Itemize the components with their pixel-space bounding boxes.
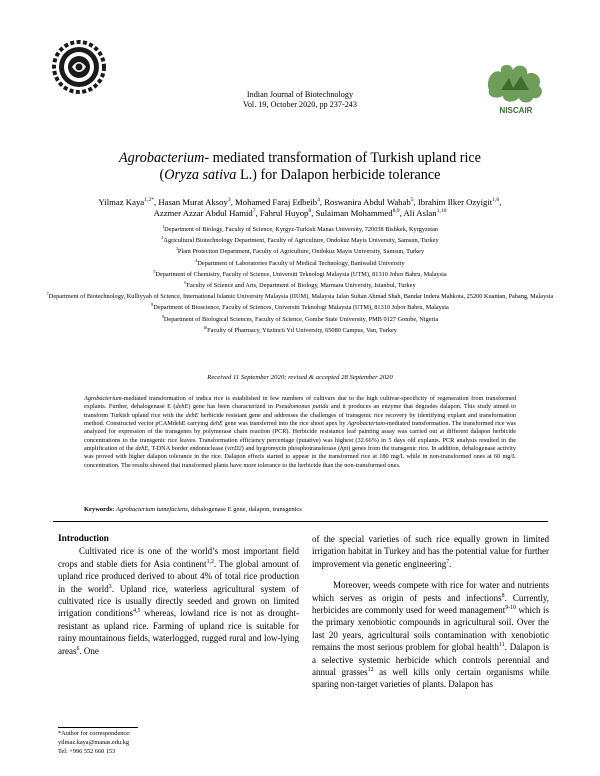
journal-header — [0, 90, 600, 110]
author-name: Ali Aslan — [403, 208, 437, 218]
abstract-text: hpt — [340, 445, 349, 453]
affiliation-text: Department of Laboratories Faculty of Medical Technology, Baniwalid University — [197, 259, 405, 267]
abstract — [84, 395, 516, 470]
affiliation-marker: 8 — [151, 302, 154, 308]
affiliation-marker: 4 — [195, 257, 198, 263]
volume-line: Vol. 19, October 2020, pp 237-243 — [242, 100, 357, 109]
body-text: whereas, lowland rice is not as drought-resistant as upland rice. Farming of upland rice is suitable for rainy mountainous fields, waterlogged, rugged rural and low-lying areas — [58, 608, 299, 656]
affiliation-text: Department of Biotechnology, Kulliyyah of Science, International Islamic University Malaysia (IIUM), Malaysia Jalan Sultan Ahmad Shah, Bandar Indera Mahkota, 25200 Kuantan, Pahang, Malaysia — [48, 293, 554, 301]
body-column-left — [58, 533, 299, 657]
title-rest-2: L.) for Dalapon herbicide tolerance — [236, 167, 441, 183]
author-name: Roswanira Abdul Wahab — [324, 197, 411, 207]
affiliation-marker: 5 — [153, 268, 156, 274]
author-name: Sulaiman Mohammed — [315, 208, 393, 218]
keywords-rest: , dehalogenase E gene, dalapon, transgenics — [187, 506, 302, 513]
author-affiliation-marker: 1,6 — [492, 197, 500, 204]
citation: 12 — [367, 667, 374, 674]
intro-paragraph-continued — [312, 533, 549, 570]
niscair-logo-text: NISCAIR — [499, 106, 533, 115]
affiliation-text: Faculty of Science and Arts, Department of Biology, Marmara University, Istanbul, Turkey — [186, 282, 416, 290]
keywords-italic: Agrobacterium tumefaciens — [115, 506, 188, 513]
citation: 7 — [446, 558, 450, 565]
citation: 3 — [108, 583, 112, 590]
author-affiliation-marker: 1,10 — [436, 208, 447, 215]
body-text: Moreover, weeds compete with rice for water and nutrients which serves as origin of pests and infections — [312, 580, 549, 603]
affiliation-marker: 7 — [46, 291, 49, 297]
author-name: Fahrul Huyop — [259, 208, 309, 218]
citation: 6 — [76, 645, 80, 652]
csir-logo — [52, 40, 106, 94]
author-name: Hasan Murat Aksoy — [158, 197, 228, 207]
abstract-text: , T-DNA border endonuclease ( — [148, 445, 228, 453]
author-name: Ibrahim Ilker Ozyigit — [417, 197, 493, 207]
author-affiliation-marker: 5 — [410, 197, 414, 204]
author-affiliation-marker: 3 — [227, 197, 231, 204]
body-text: . — [449, 558, 452, 569]
abstract-text: gene was transferred into the rice shoot apex by — [222, 420, 348, 428]
abstract-text: and it produces an enzyme that degrades dalapon. This study aimed to transform Turkish upland rice with the — [84, 403, 516, 419]
citation: 1,2 — [206, 558, 214, 565]
author-affiliation-marker: 7 — [252, 208, 256, 215]
author-affiliation-marker: 8,9 — [392, 208, 400, 215]
affiliation-item — [38, 269, 562, 280]
abstract-text: virD2 — [227, 445, 242, 453]
affiliation-marker: 10 — [203, 324, 208, 330]
body-text: . Currently, herbicides are commonly used for weed management — [312, 592, 549, 616]
keywords — [84, 506, 516, 513]
title-italic-2: Oryza sativa — [164, 167, 237, 183]
author-affiliation-marker: 8 — [308, 208, 312, 215]
author-affiliation-marker: 1,2* — [144, 197, 155, 204]
footnote-phone: Tel: +996 552 660 153 — [58, 748, 116, 755]
abstract-text: Pseudomonas putida — [275, 403, 329, 411]
body-text: as well kills only certain organisms while sparing non-target varieties of plants. Dalapon has — [312, 667, 549, 690]
affiliation-item — [38, 224, 562, 235]
abstract-text: Agrobacterium — [347, 420, 385, 428]
affiliation-item — [38, 291, 562, 302]
affiliation-list — [38, 224, 562, 336]
affiliation-item — [38, 280, 562, 291]
intro-paragraph-1 — [58, 545, 299, 657]
affiliation-marker: 2 — [161, 235, 164, 241]
author-name: Azzmer Azzar Abdul Hamid — [153, 208, 253, 218]
affiliation-text: Plant Protection Department, Faculty of Agriculture, Ondokuz Mayis University, Samsun, Turkey — [177, 248, 425, 256]
affiliation-marker: 1 — [162, 223, 165, 229]
affiliation-text: Department of Chemistry, Faculty of Science, Universiti Teknologi Malaysia (UTM), 81310 Johor Bahru, Malaysia — [155, 270, 447, 278]
body-text: . Dalapon is a selective systemic herbicide which controls perennial and annual grasses — [312, 642, 549, 678]
abstract-text: -mediated transformation of indica rice is established in few numbers of cultivars due to the high cultivar-specificity of regeneration from transformed explants. Further, dehalogenase E ( — [84, 395, 516, 411]
correspondence-footnote — [58, 729, 131, 756]
footnote-email[interactable]: yilmaz.kaya@manas.edu.kg — [58, 739, 130, 746]
body-text: Cultivated rice is one of the world’s most important field crops and stable diets for Asia continent — [58, 546, 299, 569]
citation: 11 — [499, 642, 505, 649]
citation: 8 — [501, 592, 505, 599]
keywords-label: Keywords: — [84, 506, 115, 513]
affiliation-marker: 9 — [161, 313, 164, 319]
section-divider — [53, 521, 548, 522]
abstract-text: ) and hygromycin phosphotransferase ( — [241, 445, 341, 453]
body-text: of the special varieties of such rice equally grown in limited irrigation habitat in Turkey and has the potential value for further improvement via genetic engineering — [312, 534, 549, 569]
journal-name: Indian Journal of Biotechnology — [246, 90, 354, 99]
abstract-text: Agrobacterium — [84, 395, 122, 402]
footnote-divider — [58, 727, 138, 728]
received-date: Received 11 September 2020; revised & accepted 28 September 2020 — [207, 374, 393, 381]
author-list — [40, 197, 560, 219]
body-text: . Upland rice, waterless agricultural system of cultivated rice is usually directly seeded and grown on limited irrigation conditions — [58, 583, 299, 619]
affiliation-item — [38, 258, 562, 269]
body-text: which is the primary xenobiotic compounds in agricultural soil. Over the last 20 years, agricultural soils contamination with xenobiotic remains the most serious problem for global health — [312, 605, 549, 653]
affiliation-item — [38, 235, 562, 246]
author-line-2: Azzmer Azzar Abdul Hamid$^7$, Fahrul Huyop$^8$, Sulaiman Mohammed$^{8,9}$, Ali Aslan$^{1,10}$ — [153, 208, 447, 218]
abstract-text: ) genes from the transgenic rice. In addition, dehalogenase activity was proved with higher dalapon tolerance in the rice. Dalapon effects started to appear in the transformed rice at 180 mg/L while in non-transformed ones at 60 mg/L concentration. The results showed that transformed plants have more tolerance to the herbicide than the non-transformed ones. — [84, 445, 517, 469]
title-rest-1: - mediated transformation of Turkish upland rice — [204, 150, 481, 166]
affiliation-text: Department of Biological Sciences, Faculty of Science, Gombe State University, PMB 0127 Gombe, Nigeria — [163, 315, 439, 323]
body-text: . The global amount of upland rice produced derived to about 4% of total rice production in the world — [58, 558, 299, 594]
affiliation-marker: 6 — [184, 279, 187, 285]
affiliation-text: Agricultural Biotechnology Department, Faculty of Agriculture, Ondokuz Mayis University, Samsun, Turkey — [163, 237, 439, 245]
citation: 4,5 — [133, 608, 141, 615]
body-column-right — [312, 533, 549, 691]
intro-paragraph-2 — [312, 579, 549, 691]
author-affiliation-marker: 4 — [317, 197, 320, 204]
title-paren: ( — [159, 167, 165, 183]
abstract-text: -mediated transformation. The transformed rice was analyzed for expression of the transgenes by polymerase chain reaction (PCR). Herbicide resistance leaf painting assay was carried out at different dalapon herbicide concentrations to the transgenic rice leaves. Transformation efficiency percentage (putative) was highest (32.66%) in 5 days old explants. PCR analysis resulted in the amplification of the — [84, 420, 516, 453]
affiliation-text: Department of Biology, Faculty of Science, Kyrgyz-Turkish Manas University, 720038 Bishkek, Kyrgyzstan — [164, 226, 438, 233]
abstract-text: ) gene has been characterized in — [188, 403, 276, 411]
abstract-text: dehE — [135, 445, 149, 453]
abstract-text: dehE — [209, 420, 223, 428]
abstract-text: dehE — [185, 411, 199, 419]
affiliation-marker: 3 — [175, 246, 178, 252]
affiliation-text: Faculty of Pharmacy, Yüzüncü Yıl University, 65080 Campus, Van, Turkey — [207, 326, 397, 334]
affiliation-item — [38, 325, 562, 336]
affiliation-item — [38, 246, 562, 257]
abstract-text: herbicide resistant gene and addresses the challenges of transgenic rice recovery by identifying explant and transformation method. Constructed vector pCAMdehE carrying — [84, 411, 516, 428]
affiliation-item — [38, 302, 562, 313]
title-italic-1: Agrobacterium — [119, 150, 205, 166]
affiliation-item — [38, 314, 562, 325]
article-title — [40, 150, 560, 184]
affiliation-text: Department of Bioscience, Faculty of Sciences, Universiti Teknologi Malaysia (UTM), 81310 Johor Bahru, Malaysia — [153, 304, 449, 312]
author-name: Yilmaz Kaya — [98, 197, 145, 207]
intro-heading: Introduction — [58, 534, 109, 544]
abstract-text: dehE — [175, 403, 189, 411]
citation: 9-10 — [505, 605, 517, 612]
footnote-label: *Author for correspondence: — [58, 730, 131, 737]
body-text: . One — [79, 645, 99, 656]
author-line-1: Yilmaz Kaya$^{1,2*}$, Hasan Murat Aksoy$^3$, Mohamed Faraj Edbeib$^4$, Roswanira Abdul Wahab$^5$, Ibrahim Ilker Ozyigit$^{1,6}$, — [98, 197, 502, 207]
author-name: Mohamed Faraj Edbeib — [235, 197, 318, 207]
